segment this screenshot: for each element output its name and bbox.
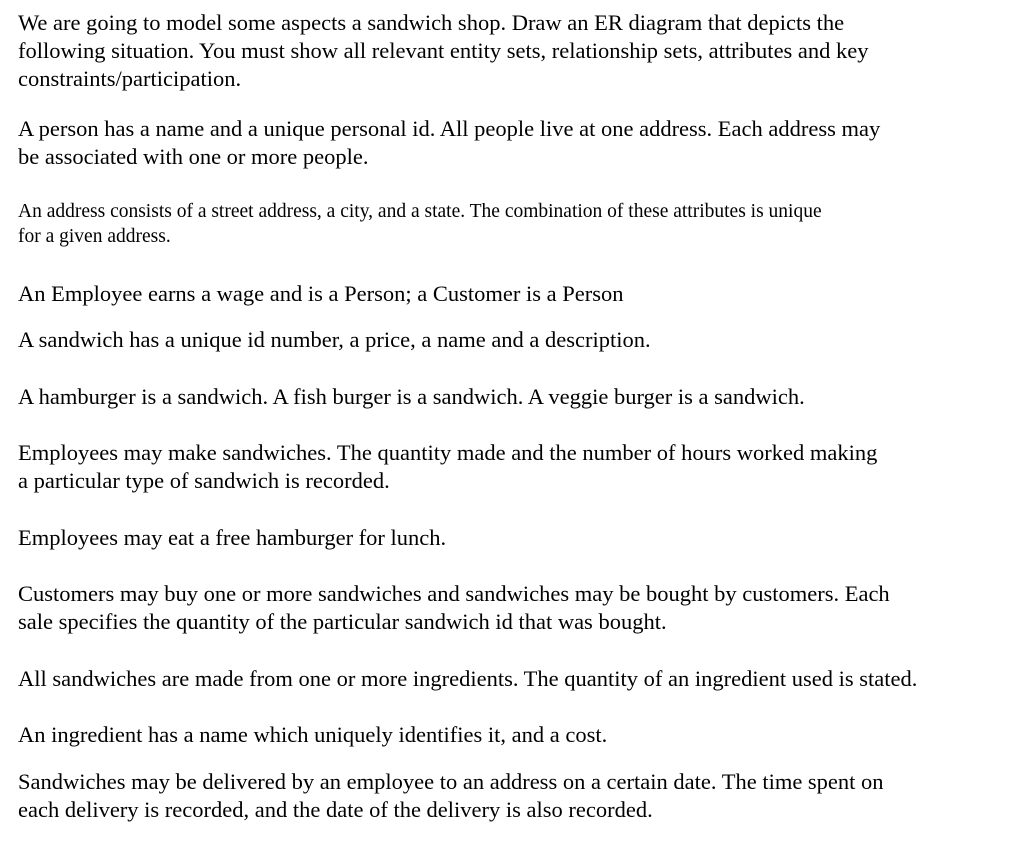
address-paragraph [18, 199, 822, 249]
text-line: a particular type of sandwich is recorded. [18, 468, 390, 493]
text-line: A sandwich has a unique id number, a price, a name and a description. [18, 327, 651, 352]
text-line: An Employee earns a wage and is a Person; a Customer is a Person [18, 281, 624, 306]
text-line: sale specifies the quantity of the particular sandwich id that was bought. [18, 609, 667, 634]
text-line: each delivery is recorded, and the date of the delivery is also recorded. [18, 797, 653, 822]
text-line: A hamburger is a sandwich. A fish burger is a sandwich. A veggie burger is a sandwich. [18, 384, 805, 409]
text-line: A person has a name and a unique personal id. All people live at one address. Each address may [18, 116, 881, 141]
text-line: All sandwiches are made from one or more ingredients. The quantity of an ingredient used is stated. [18, 666, 918, 691]
buy-paragraph [18, 580, 890, 636]
text-line: Employees may eat a free hamburger for lunch. [18, 525, 447, 550]
text-line: Sandwiches may be delivered by an employee to an address on a certain date. The time spent on [18, 769, 884, 794]
text-line: for a given address. [18, 226, 171, 247]
burger-types-paragraph [18, 383, 805, 411]
text-line: Customers may buy one or more sandwiches and sandwiches may be bought by customers. Each [18, 581, 890, 606]
intro-paragraph [18, 9, 869, 93]
text-line: We are going to model some aspects a sandwich shop. Draw an ER diagram that depicts the [18, 10, 845, 35]
text-line: An address consists of a street address, a city, and a state. The combination of these attributes is unique [18, 201, 822, 222]
ingredient-attributes-paragraph [18, 721, 607, 749]
delivery-paragraph [18, 768, 884, 824]
lunch-paragraph [18, 524, 446, 552]
text-line: constraints/participation. [18, 66, 242, 91]
person-paragraph [18, 115, 880, 171]
text-line: be associated with one or more people. [18, 144, 369, 169]
text-line: An ingredient has a name which uniquely identifies it, and a cost. [18, 722, 608, 747]
employee-customer-paragraph [18, 280, 623, 308]
make-sandwich-paragraph [18, 439, 877, 495]
text-line: following situation. You must show all relevant entity sets, relationship sets, attributes and key [18, 38, 869, 63]
sandwich-paragraph [18, 326, 651, 354]
text-line: Employees may make sandwiches. The quantity made and the number of hours worked making [18, 440, 878, 465]
ingredients-paragraph [18, 665, 917, 693]
